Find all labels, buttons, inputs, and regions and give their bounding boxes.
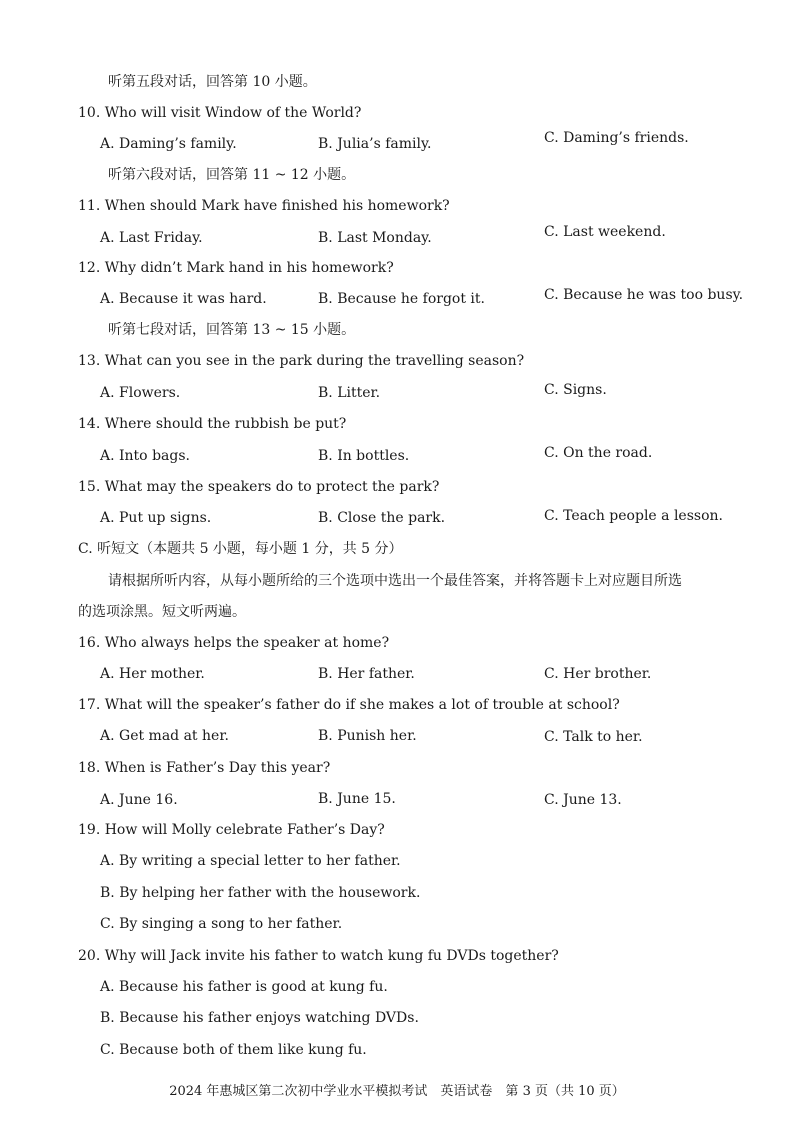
question-13-option-a: A. Flowers. — [100, 385, 181, 401]
question-20-option-c: C. Because both of them like kung fu. — [100, 1042, 367, 1058]
question-18-option-a: A. June 16. — [100, 792, 178, 808]
question-18: 18. When is Father’s Day this year? — [78, 760, 331, 776]
question-16-option-b: B. Her father. — [318, 666, 415, 682]
part-c-instruction-line1: 请根据所听内容，从每小题所给的三个选项中选出一个最佳答案，并将答题卡上对应题目所选 — [108, 573, 682, 589]
question-11: 11. When should Mark have finished his homework? — [78, 198, 450, 214]
question-18-option-c: C. June 13. — [544, 792, 622, 808]
question-20-option-b: B. Because his father enjoys watching DVDs. — [100, 1010, 419, 1026]
question-13-option-b: B. Litter. — [318, 385, 381, 401]
question-17: 17. What will the speaker’s father do if she makes a lot of trouble at school? — [78, 697, 620, 713]
question-11-option-b: B. Last Monday. — [318, 230, 432, 246]
part-c-instruction-line2: 的选项涂黑。短文听两遍。 — [78, 604, 246, 620]
question-19-option-a: A. By writing a special letter to her father. — [100, 853, 401, 869]
question-10-option-b: B. Julia’s family. — [318, 136, 432, 152]
question-15-option-b: B. Close the park. — [318, 510, 446, 526]
question-12-option-a: A. Because it was hard. — [100, 291, 267, 307]
question-14-option-b: B. In bottles. — [318, 448, 410, 464]
question-20-option-a: A. Because his father is good at kung fu. — [100, 979, 388, 995]
question-16-option-a: A. Her mother. — [100, 666, 205, 682]
question-12: 12. Why didn’t Mark hand in his homework? — [78, 260, 394, 276]
question-19-option-b: B. By helping her father with the housework. — [100, 885, 421, 901]
question-17-option-c: C. Talk to her. — [544, 729, 643, 745]
question-14-option-c: C. On the road. — [544, 445, 653, 461]
question-19-option-c: C. By singing a song to her father. — [100, 916, 343, 932]
question-12-option-b: B. Because he forgot it. — [318, 291, 485, 307]
question-16: 16. Who always helps the speaker at home? — [78, 635, 390, 651]
question-16-option-c: C. Her brother. — [544, 666, 652, 682]
question-17-option-b: B. Punish her. — [318, 728, 417, 744]
section-heading-7: 听第七段对话，回答第 13 ~ 15 小题。 — [108, 322, 356, 338]
question-15: 15. What may the speakers do to protect the park? — [78, 479, 440, 495]
question-19: 19. How will Molly celebrate Father’s Day? — [78, 822, 385, 838]
question-10: 10. Who will visit Window of the World? — [78, 105, 362, 121]
question-12-option-c: C. Because he was too busy. — [544, 287, 744, 303]
question-15-option-a: A. Put up signs. — [100, 510, 212, 526]
question-17-option-a: A. Get mad at her. — [100, 728, 229, 744]
section-heading-5: 听第五段对话，回答第 10 小题。 — [108, 74, 317, 90]
section-heading-6: 听第六段对话，回答第 11 ~ 12 小题。 — [108, 167, 356, 183]
question-18-option-b: B. June 15. — [318, 791, 396, 807]
question-10-option-c: C. Daming’s friends. — [544, 130, 689, 146]
question-11-option-c: C. Last weekend. — [544, 224, 666, 240]
question-13: 13. What can you see in the park during the travelling season? — [78, 353, 525, 369]
question-11-option-a: A. Last Friday. — [100, 230, 203, 246]
question-20: 20. Why will Jack invite his father to watch kung fu DVDs together? — [78, 948, 559, 964]
page-footer: 2024 年惠城区第二次初中学业水平模拟考试 英语试卷 第 3 页（共 10 页） — [169, 1084, 625, 1099]
question-15-option-c: C. Teach people a lesson. — [544, 508, 723, 524]
question-14-option-a: A. Into bags. — [100, 448, 190, 464]
part-c-title: C. 听短文（本题共 5 小题，每小题 1 分，共 5 分） — [78, 541, 403, 557]
question-14: 14. Where should the rubbish be put? — [78, 416, 347, 432]
question-13-option-c: C. Signs. — [544, 382, 607, 398]
question-10-option-a: A. Daming’s family. — [100, 136, 237, 152]
